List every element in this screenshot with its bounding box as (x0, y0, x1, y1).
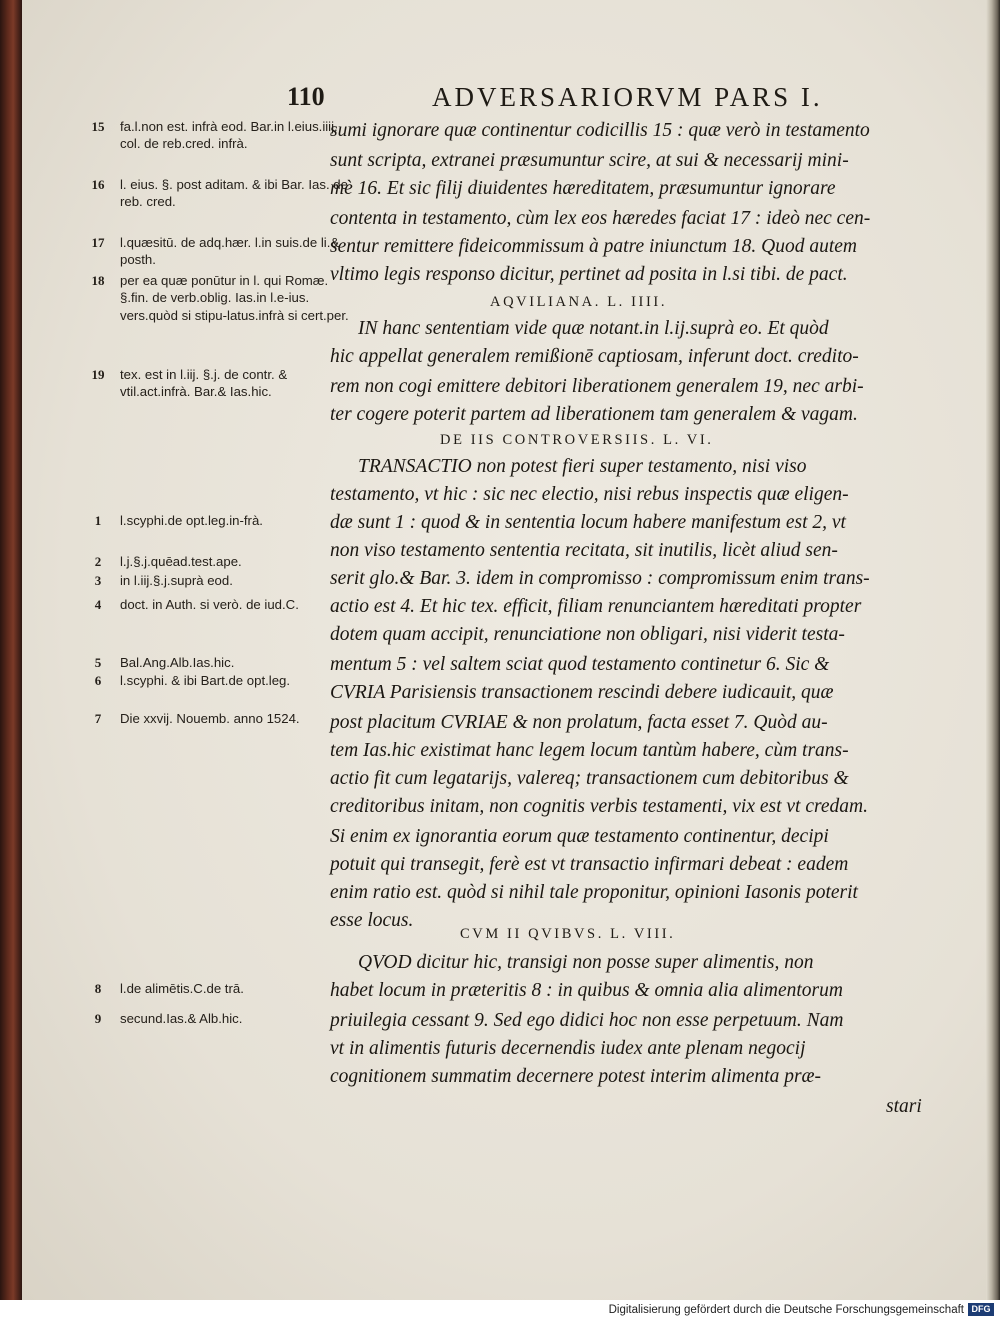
text-line: CVRIA Parisiensis transactionem rescindi debere iudicauit, quæ (330, 682, 834, 703)
note-text: in l.iij.§.j.suprà eod. (120, 573, 233, 588)
text-line: non viso testamento sententia recitata, sit inutilis, licèt aliud sen- (330, 540, 838, 561)
margin-note (94, 1010, 352, 1027)
note-number: 3 (94, 573, 102, 588)
text-line: dæ sunt 1 : quod & in sententia locum habere manifestum est 2, vt (330, 512, 846, 533)
note-text: per ea quæ ponūtur in l. qui Romæ. §.fin. de verb.oblig. Ias.in l.e-ius. vers.quòd si stipu-latus.infrà si cert.per. (120, 273, 349, 323)
document-page (22, 0, 1000, 1300)
text-line: potuit qui transegit, ferè est vt transactio infirmari debeat : eadem (330, 854, 849, 875)
text-line: mentum 5 : vel saltem sciat quod testamento continetur 6. Sic & (330, 654, 830, 675)
note-number: 2 (94, 554, 102, 569)
note-number: 8 (94, 981, 102, 996)
note-text: Bal.Ang.Alb.Ias.hic. (120, 655, 235, 670)
text-line: IN hanc sententiam vide quæ notant.in l.ij.suprà eo. Et quòd (358, 318, 829, 339)
text-line: mè 16. Et sic filij diuidentes hæreditatem, præsumuntur ignorare (330, 178, 836, 199)
text-line: stari (886, 1096, 922, 1117)
text-line: TRANSACTIO non potest fieri super testamento, nisi viso (358, 456, 807, 477)
margin-note (91, 272, 352, 324)
note-number: 1 (94, 513, 102, 528)
note-number: 5 (94, 655, 102, 670)
margin-note (94, 654, 352, 671)
book-spine (0, 0, 22, 1300)
text-line: creditoribus initam, non cognitis verbis testamenti, vix est vt credam. (330, 796, 868, 817)
note-text: tex. est in l.iij. §.j. de contr. & vtil.act.infrà. Bar.& Ias.hic. (120, 367, 288, 400)
text-line: rem non cogi emittere debitori liberationem generalem 19, nec arbi- (330, 376, 864, 397)
text-line: vltimo legis responso dicitur, pertinet ad posita in l.si tibi. de pact. (330, 264, 848, 285)
note-number: 15 (91, 119, 105, 134)
section-heading: DE IIS CONTROVERSIIS. L. VI. (440, 432, 714, 448)
dfg-logo: DFG (968, 1303, 994, 1316)
text-line: Si enim ex ignorantia eorum quæ testamento continentur, decipi (330, 826, 829, 847)
section-heading: CVM II QVIBVS. L. VIII. (460, 926, 676, 942)
text-line: sunt scripta, extranei præsumuntur scire, at sui & necessarij mini- (330, 150, 849, 171)
note-text: fa.l.non est. infrà eod. Bar.in l.eius.iiij. col. de reb.cred. infrà. (120, 119, 338, 152)
running-head: ADVERSARIORVM PARS I. (432, 82, 823, 112)
text-line: sentur remittere fideicommissum à patre iniunctum 18. Quod autem (330, 236, 857, 257)
note-text: l.j.§.j.quēad.test.ape. (120, 554, 242, 569)
text-line: vt in alimentis futuris decernendis iudex ante plenam negocij (330, 1038, 806, 1059)
note-text: l.de alimētis.C.de trā. (120, 981, 244, 996)
text-line: habet locum in præteritis 8 : in quibus & omnia alia alimentorum (330, 980, 843, 1001)
note-text: secund.Ias.& Alb.hic. (120, 1011, 243, 1026)
section-heading: AQVILIANA. L. IIII. (490, 294, 668, 310)
margin-note (94, 710, 352, 727)
note-number: 7 (94, 711, 102, 726)
margin-note (94, 672, 352, 689)
margin-note (91, 118, 352, 153)
margin-note (94, 596, 352, 613)
text-line: QVOD dicitur hic, transigi non posse super alimentis, non (358, 952, 814, 973)
page-number: 110 (287, 82, 325, 111)
margin-note (91, 234, 352, 269)
text-line: actio est 4. Et hic tex. efficit, filiam renunciantem hæreditati propter (330, 596, 862, 617)
note-text: l. eius. §. post aditam. & ibi Bar. Ias. de reb. cred. (120, 177, 348, 210)
note-text: doct. in Auth. si verò. de iud.C. (120, 597, 299, 612)
margin-note (94, 512, 352, 529)
footer-bar (0, 1300, 1000, 1321)
note-number: 6 (94, 673, 102, 688)
margin-note (91, 366, 352, 401)
text-line: cognitionem summatim decernere potest interim alimenta præ- (330, 1066, 822, 1087)
note-number: 18 (91, 273, 105, 288)
text-line: priuilegia cessant 9. Sed ego didici hoc non esse perpetuum. Nam (330, 1010, 844, 1031)
note-number: 19 (91, 367, 105, 382)
page-edge (986, 0, 1000, 1300)
margin-note (94, 553, 352, 570)
note-number: 4 (94, 597, 102, 612)
note-text: l.scyphi.de opt.leg.in-frà. (120, 513, 263, 528)
text-line: actio fit cum legatarijs, valereq; transactionem cum debitoribus & (330, 768, 849, 789)
text-line: hic appellat generalem remißionē captiosam, inferunt doct. credito- (330, 346, 859, 367)
text-line: serit glo.& Bar. 3. idem in compromisso : compromissum enim trans- (330, 568, 870, 589)
margin-note (94, 980, 352, 997)
note-text: l.scyphi. & ibi Bart.de opt.leg. (120, 673, 291, 688)
text-line: dotem quam accipit, renunciatione non obligari, nisi viderit testa- (330, 624, 845, 645)
note-number: 17 (91, 235, 105, 250)
page-header (287, 82, 867, 122)
text-line: ter cogere poterit partem ad liberationem tam generalem & vagam. (330, 404, 858, 425)
text-line: esse locus. (330, 910, 414, 931)
text-line: enim ratio est. quòd si nihil tale proponitur, opinioni Iasonis poterit (330, 882, 858, 903)
text-line: post placitum CVRIAE & non prolatum, facta esset 7. Quòd au- (330, 712, 828, 733)
text-line: sumi ignorare quæ continentur codicillis 15 : quæ verò in testamento (330, 120, 870, 141)
margin-note (94, 572, 352, 589)
note-number: 16 (91, 177, 105, 192)
text-line: tem Ias.hic existimat hanc legem locum tantùm habere, cùm trans- (330, 740, 849, 761)
text-line: testamento, vt hic : sic nec electio, nisi rebus inspectis quæ eligen- (330, 484, 849, 505)
margin-notes (22, 0, 352, 1300)
margin-note (91, 176, 352, 211)
note-text: Die xxvij. Nouemb. anno 1524. (120, 711, 300, 726)
note-number: 9 (94, 1011, 102, 1026)
text-line: contenta in testamento, cùm lex eos hæredes faciat 17 : ideò nec cen- (330, 208, 871, 229)
funding-note: Digitalisierung gefördert durch die Deutsche Forschungsgemeinschaft (608, 1304, 964, 1316)
note-text: l.quæsitū. de adq.hær. l.in suis.de li.& posth. (120, 235, 340, 268)
